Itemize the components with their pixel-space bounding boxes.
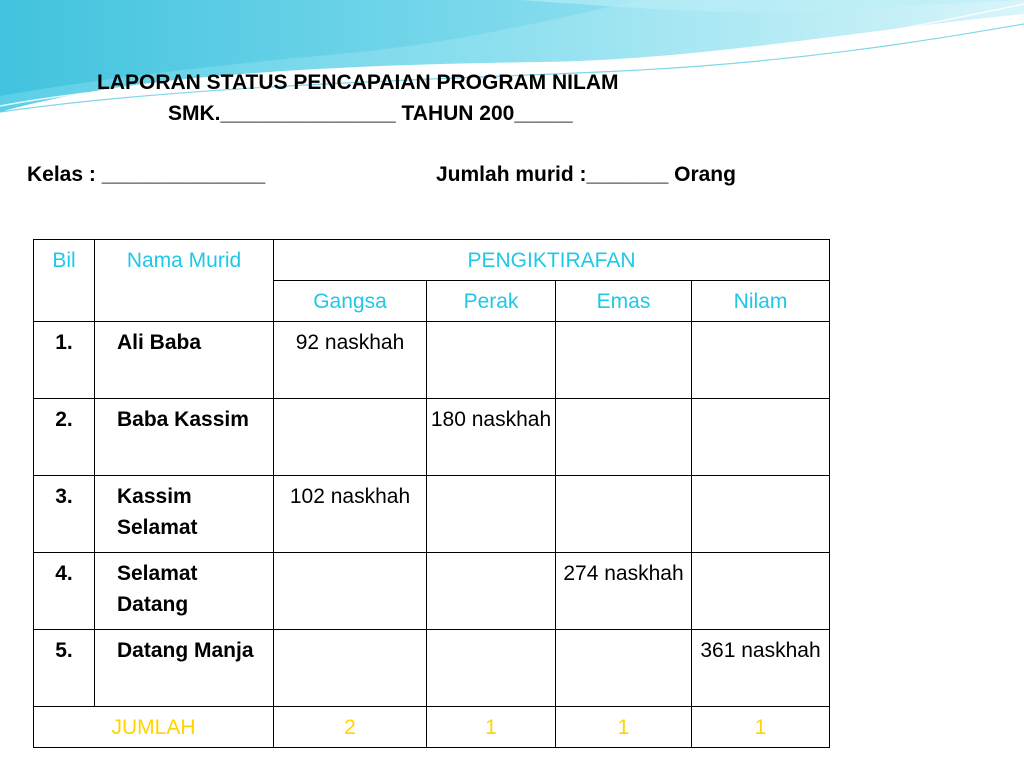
jumlah-murid-field: Jumlah murid :_______ Orang <box>436 163 736 186</box>
row-bil: 2. <box>34 399 95 476</box>
col-emas-header: Emas <box>556 281 692 322</box>
report-title: LAPORAN STATUS PENCAPAIAN PROGRAM NILAM <box>97 71 619 94</box>
row-gangsa <box>274 399 427 476</box>
col-nilam-header: Nilam <box>692 281 830 322</box>
row-emas <box>556 322 692 399</box>
col-pengiktirafan-header: PENGIKTIRAFAN <box>274 240 830 281</box>
row-nilam <box>692 399 830 476</box>
row-perak: 180 naskhah <box>427 399 556 476</box>
col-perak-header: Perak <box>427 281 556 322</box>
table-row <box>34 553 830 630</box>
total-gangsa: 2 <box>274 707 427 748</box>
report-table <box>33 239 830 748</box>
row-nama: Datang Manja <box>95 630 274 707</box>
row-gangsa: 92 naskhah <box>274 322 427 399</box>
total-emas: 1 <box>556 707 692 748</box>
table-row <box>34 399 830 476</box>
row-perak <box>427 630 556 707</box>
row-nilam <box>692 476 830 553</box>
col-gangsa-header: Gangsa <box>274 281 427 322</box>
row-emas: 274 naskhah <box>556 553 692 630</box>
row-perak <box>427 553 556 630</box>
total-nilam: 1 <box>692 707 830 748</box>
row-gangsa <box>274 630 427 707</box>
row-bil: 1. <box>34 322 95 399</box>
row-bil: 4. <box>34 553 95 630</box>
school-year-line: SMK._______________ TAHUN 200_____ <box>168 102 573 125</box>
row-gangsa: 102 naskhah <box>274 476 427 553</box>
total-perak: 1 <box>427 707 556 748</box>
row-perak <box>427 476 556 553</box>
total-row <box>34 707 830 748</box>
row-nilam <box>692 322 830 399</box>
row-gangsa <box>274 553 427 630</box>
table-row <box>34 630 830 707</box>
total-label: JUMLAH <box>34 707 274 748</box>
row-nilam: 361 naskhah <box>692 630 830 707</box>
row-emas <box>556 399 692 476</box>
header-row <box>34 240 830 281</box>
table-row <box>34 476 830 553</box>
table-row <box>34 322 830 399</box>
row-nama: Baba Kassim <box>95 399 274 476</box>
col-bil-header: Bil <box>34 240 95 322</box>
kelas-field: Kelas : ______________ <box>27 163 266 186</box>
row-nama: Selamat Datang <box>95 553 274 630</box>
row-perak <box>427 322 556 399</box>
row-nama: Ali Baba <box>95 322 274 399</box>
col-nama-header: Nama Murid <box>95 240 274 322</box>
row-emas <box>556 630 692 707</box>
row-bil: 3. <box>34 476 95 553</box>
row-bil: 5. <box>34 630 95 707</box>
row-emas <box>556 476 692 553</box>
row-nilam <box>692 553 830 630</box>
row-nama: Kassim Selamat <box>95 476 274 553</box>
